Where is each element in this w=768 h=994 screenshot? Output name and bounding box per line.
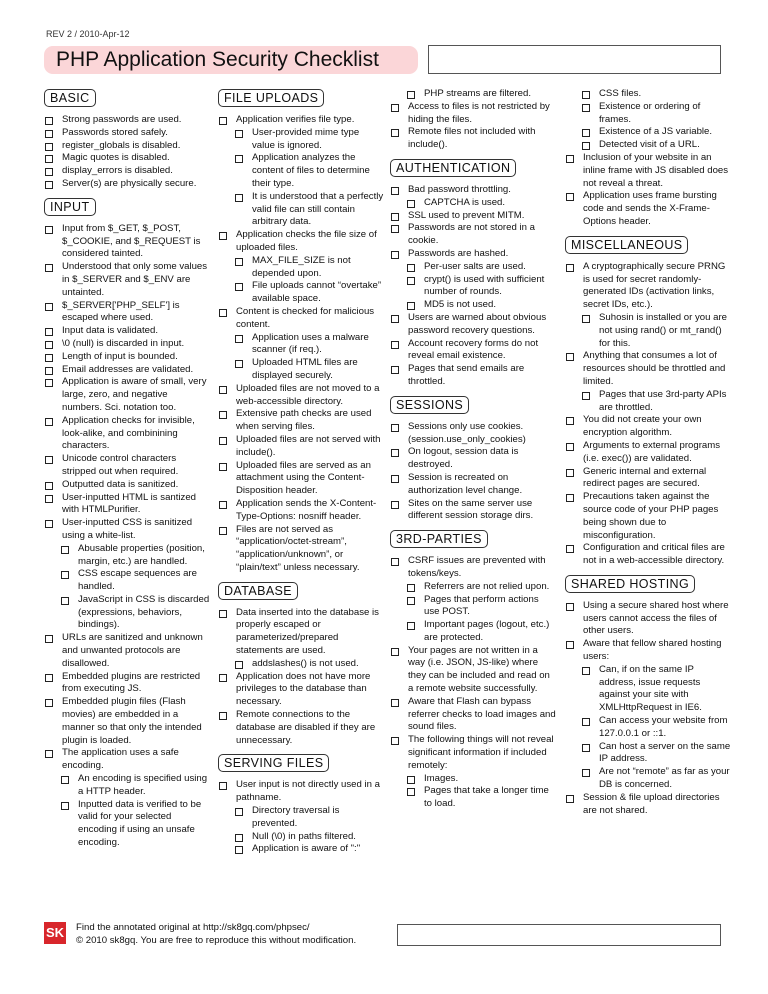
- checklist-item[interactable]: Input data is validated.: [44, 325, 210, 338]
- checklist-item[interactable]: Server(s) are physically secure.: [44, 178, 210, 191]
- checklist-item[interactable]: CSS escape sequences are handled.: [44, 568, 210, 594]
- checklist-item[interactable]: Unicode control characters stripped out when required.: [44, 453, 210, 479]
- checklist-item[interactable]: Remote files not included with include().: [390, 126, 556, 152]
- checklist-item[interactable]: You did not create your own encryption algorithm.: [565, 414, 731, 440]
- checklist-item[interactable]: addslashes() is not used.: [218, 658, 384, 671]
- checklist-item[interactable]: Sites on the same server use different session storage dirs.: [390, 498, 556, 524]
- section-heading: SERVING FILES: [218, 754, 329, 772]
- checklist-item[interactable]: Magic quotes is disabled.: [44, 152, 210, 165]
- checklist: [390, 555, 556, 811]
- checklist-item[interactable]: A cryptographically secure PRNG is used for secret randomly-generated IDs (activation links, secret IDs, etc.).: [565, 261, 731, 312]
- checklist-item[interactable]: Abusable properties (position, margin, etc.) are handled.: [44, 543, 210, 569]
- checklist-item[interactable]: Application uses frame bursting code and sends the X-Frame-Options header.: [565, 190, 731, 228]
- checklist-item[interactable]: Application analyzes the content of files to determine their type.: [218, 152, 384, 190]
- checklist-item[interactable]: It is understood that a perfectly valid file can still contain arbitrary data.: [218, 191, 384, 229]
- checklist-section: [390, 529, 556, 811]
- checklist-item[interactable]: Can host a server on the same IP address.: [565, 741, 731, 767]
- checklist-item[interactable]: Referrers are not relied upon.: [390, 581, 556, 594]
- checklist-section: [218, 753, 384, 856]
- section-heading: INPUT: [44, 198, 96, 216]
- checklist-item[interactable]: Application is aware of ":": [218, 843, 384, 856]
- checklist-item[interactable]: Pages that send emails are throttled.: [390, 363, 556, 389]
- checklist: [44, 114, 210, 191]
- checklist-item[interactable]: display_errors is disabled.: [44, 165, 210, 178]
- checklist-item[interactable]: Your pages are not written in a way (i.e. JSON, JS-like) where they can be included and read on a remote website successfully.: [390, 645, 556, 696]
- section-heading: FILE UPLOADS: [218, 89, 324, 107]
- column-4: [565, 88, 731, 823]
- notes-field[interactable]: [397, 924, 721, 946]
- checklist: [218, 114, 384, 575]
- checklist-item[interactable]: Directory traversal is prevented.: [218, 805, 384, 831]
- checklist-item[interactable]: register_globals is disabled.: [44, 140, 210, 153]
- checklist-item[interactable]: Inputted data is verified to be valid for your selected encoding if using an unsafe encoding.: [44, 799, 210, 850]
- checklist-item[interactable]: Detected visit of a URL.: [565, 139, 731, 152]
- checklist-section: [218, 581, 384, 748]
- checklist: [390, 88, 556, 152]
- checklist-item[interactable]: User input is not directly used in a pathname.: [218, 779, 384, 805]
- checklist-item[interactable]: Bad password throttling.: [390, 184, 556, 197]
- checklist-item[interactable]: Existence or ordering of frames.: [565, 101, 731, 127]
- checklist-item[interactable]: Are not “remote” as far as your DB is concerned.: [565, 766, 731, 792]
- checklist-item[interactable]: JavaScript in CSS is discarded (expressions, behaviors, bindings).: [44, 594, 210, 632]
- checklist-item[interactable]: Passwords stored safely.: [44, 127, 210, 140]
- checklist-item[interactable]: Arguments to external programs (i.e. exec()) are validated.: [565, 440, 731, 466]
- checklist-item[interactable]: Email addresses are validated.: [44, 364, 210, 377]
- checklist-item[interactable]: Uploaded files are not served with include().: [218, 434, 384, 460]
- checklist-item[interactable]: User-inputted HTML is santized with HTMLPurifier.: [44, 492, 210, 518]
- checklist-item[interactable]: Understood that only some values in $_SERVER and $_ENV are untainted.: [44, 261, 210, 299]
- checklist-item[interactable]: \0 (null) is discarded in input.: [44, 338, 210, 351]
- checklist-item[interactable]: Suhosin is installed or you are not using rand() or mt_rand() for this.: [565, 312, 731, 350]
- checklist-item[interactable]: Generic internal and external redirect pages are secured.: [565, 466, 731, 492]
- checklist-item[interactable]: URLs are sanitized and unknown and unwanted protocols are disallowed.: [44, 632, 210, 670]
- checklist-item[interactable]: Application checks the file size of uploaded files.: [218, 229, 384, 255]
- section-heading: BASIC: [44, 89, 96, 107]
- checklist-item[interactable]: Users are warned about obvious password recovery questions.: [390, 312, 556, 338]
- checklist-item[interactable]: On logout, session data is destroyed.: [390, 446, 556, 472]
- checklist-item[interactable]: Can, if on the same IP address, issue requests against your site with XMLHttpRequest in IE6.: [565, 664, 731, 715]
- checklist-item[interactable]: Files are not served as “application/octet-stream”, “application/unknown”, or “plain/text” unless necessary.: [218, 524, 384, 575]
- checklist: [44, 223, 210, 850]
- checklist-item[interactable]: Can access your website from 127.0.0.1 or ::1.: [565, 715, 731, 741]
- checklist-section: [218, 88, 384, 575]
- checklist-item[interactable]: Application does not have more privileges to the database than necessary.: [218, 671, 384, 709]
- checklist-item[interactable]: Data inserted into the database is properly escaped or parameterized/prepared statements are used.: [218, 607, 384, 658]
- footer-line-2: © 2010 sk8gq. You are free to reproduce this without modification.: [76, 935, 357, 946]
- checklist-item[interactable]: Input from $_GET, $_POST, $_COOKIE, and $_REQUEST is considered tainted.: [44, 223, 210, 261]
- checklist-item[interactable]: Precautions taken against the source code of your PHP pages being shown due to misconfiguration.: [565, 491, 731, 542]
- checklist-item[interactable]: SSL used to prevent MITM.: [390, 210, 556, 223]
- checklist-item[interactable]: An encoding is specified using a HTTP header.: [44, 773, 210, 799]
- checklist: [565, 88, 731, 229]
- section-heading: MISCELLANEOUS: [565, 236, 688, 254]
- checklist-item[interactable]: Application checks for invisible, look-alike, and combinining characters.: [44, 415, 210, 453]
- checklist-section: [565, 574, 731, 818]
- checklist-item[interactable]: Access to files is not restricted by hiding the files.: [390, 101, 556, 127]
- checklist-item[interactable]: Application uses a malware scanner (if req.).: [218, 332, 384, 358]
- checklist-item[interactable]: CSRF issues are prevented with tokens/keys.: [390, 555, 556, 581]
- checklist-section: [390, 158, 556, 389]
- name-field[interactable]: [428, 45, 721, 74]
- column-2: [218, 88, 384, 862]
- checklist-item[interactable]: The following things will not reveal significant information if included remotely:: [390, 734, 556, 772]
- section-heading: SESSIONS: [390, 396, 469, 414]
- footer-line-1: Find the annotated original at http://sk8gq.com/phpsec/: [76, 922, 310, 933]
- checklist-item[interactable]: Application is aware of small, very large, zero, and negative numbers. Sci. notation too.: [44, 376, 210, 414]
- title-banner: [44, 46, 418, 74]
- checklist-item[interactable]: Uploaded HTML files are displayed securely.: [218, 357, 384, 383]
- checklist-section: [390, 395, 556, 523]
- checklist-item[interactable]: CAPTCHA is used.: [390, 197, 556, 210]
- checklist-item[interactable]: Application sends the X-Content-Type-Options: nosniff header.: [218, 498, 384, 524]
- checklist-item[interactable]: Uploaded files are served as an attachment using the Content-Disposition header.: [218, 460, 384, 498]
- checklist-item[interactable]: PHP streams are filtered.: [390, 88, 556, 101]
- checklist-section: [565, 88, 731, 229]
- checklist: [390, 421, 556, 523]
- checklist-item[interactable]: Null (\0) in paths filtered.: [218, 831, 384, 844]
- checklist-item[interactable]: The application uses a safe encoding.: [44, 747, 210, 773]
- checklist-item[interactable]: Passwords are hashed.: [390, 248, 556, 261]
- revision-label: REV 2 / 2010-Apr-12: [46, 29, 130, 39]
- checklist-section: [390, 88, 556, 152]
- checklist-item[interactable]: Strong passwords are used.: [44, 114, 210, 127]
- checklist-item[interactable]: MAX_FILE_SIZE is not depended upon.: [218, 255, 384, 281]
- section-heading: AUTHENTICATION: [390, 159, 516, 177]
- checklist-item[interactable]: Important pages (logout, etc.) are protected.: [390, 619, 556, 645]
- checklist-item[interactable]: Passwords are not stored in a cookie.: [390, 222, 556, 248]
- page-title: PHP Application Security Checklist: [56, 48, 379, 71]
- checklist-item[interactable]: Pages that perform actions use POST.: [390, 594, 556, 620]
- column-1: [44, 88, 210, 856]
- section-heading: DATABASE: [218, 582, 298, 600]
- sk-logo: SK: [44, 922, 66, 944]
- checklist-item[interactable]: Configuration and critical files are not in a web-accessible directory.: [565, 542, 731, 568]
- checklist: [565, 600, 731, 818]
- checklist-item[interactable]: Aware that fellow shared hosting users:: [565, 638, 731, 664]
- checklist-section: [44, 197, 210, 850]
- checklist-item[interactable]: CSS files.: [565, 88, 731, 101]
- checklist-item[interactable]: Outputted data is sanitized.: [44, 479, 210, 492]
- checklist-item[interactable]: User-inputted CSS is sanitized using a white-list.: [44, 517, 210, 543]
- checklist-item[interactable]: Application verifies file type.: [218, 114, 384, 127]
- checklist-item[interactable]: Sessions only use cookies. (session.use_only_cookies): [390, 421, 556, 447]
- checklist-item[interactable]: Content is checked for malicious content.: [218, 306, 384, 332]
- checklist-item[interactable]: User-provided mime type value is ignored.: [218, 127, 384, 153]
- checklist-item[interactable]: Length of input is bounded.: [44, 351, 210, 364]
- checklist-section: [565, 235, 731, 568]
- checklist: [218, 607, 384, 748]
- checklist-item[interactable]: Pages that use 3rd-party APIs are throttled.: [565, 389, 731, 415]
- section-heading: 3RD-PARTIES: [390, 530, 488, 548]
- section-heading: SHARED HOSTING: [565, 575, 695, 593]
- checklist-item[interactable]: Per-user salts are used.: [390, 261, 556, 274]
- checklist-item[interactable]: Embedded plugin files (Flash movies) are embedded in a manner so that only the intended plugin is loaded.: [44, 696, 210, 747]
- checklist-item[interactable]: $_SERVER['PHP_SELF'] is escaped where used.: [44, 300, 210, 326]
- column-3: [390, 88, 556, 817]
- checklist-item[interactable]: Existence of a JS variable.: [565, 126, 731, 139]
- checklist-item[interactable]: Inclusion of your website in an inline frame with JS disabled does not reveal a threat.: [565, 152, 731, 190]
- checklist-item[interactable]: Pages that take a longer time to load.: [390, 785, 556, 811]
- checklist: [565, 261, 731, 568]
- checklist: [218, 779, 384, 856]
- checklist-item[interactable]: Anything that consumes a lot of resources should be throttled and limited.: [565, 350, 731, 388]
- checklist-item[interactable]: Remote connections to the database are disabled if they are unnecessary.: [218, 709, 384, 747]
- checklist-item[interactable]: MD5 is not used.: [390, 299, 556, 312]
- checklist-item[interactable]: crypt() is used with sufficient number of rounds.: [390, 274, 556, 300]
- checklist-item[interactable]: Account recovery forms do not reveal email existence.: [390, 338, 556, 364]
- checklist: [390, 184, 556, 389]
- checklist-item[interactable]: Extensive path checks are used when serving files.: [218, 408, 384, 434]
- footer-text: [76, 921, 356, 947]
- checklist-section: [44, 88, 210, 191]
- checklist-item[interactable]: Aware that Flash can bypass referrer checks to load images and sound files.: [390, 696, 556, 734]
- checklist-item[interactable]: Images.: [390, 773, 556, 786]
- checklist-item[interactable]: Session is recreated on authorization level change.: [390, 472, 556, 498]
- checklist-item[interactable]: File uploads cannot “overtake” available space.: [218, 280, 384, 306]
- checklist-item[interactable]: Session & file upload directories are not shared.: [565, 792, 731, 818]
- checklist-item[interactable]: Using a secure shared host where users cannot access the files of other users.: [565, 600, 731, 638]
- checklist-item[interactable]: Embedded plugins are restricted from executing JS.: [44, 671, 210, 697]
- checklist-item[interactable]: Uploaded files are not moved to a web-accessible directory.: [218, 383, 384, 409]
